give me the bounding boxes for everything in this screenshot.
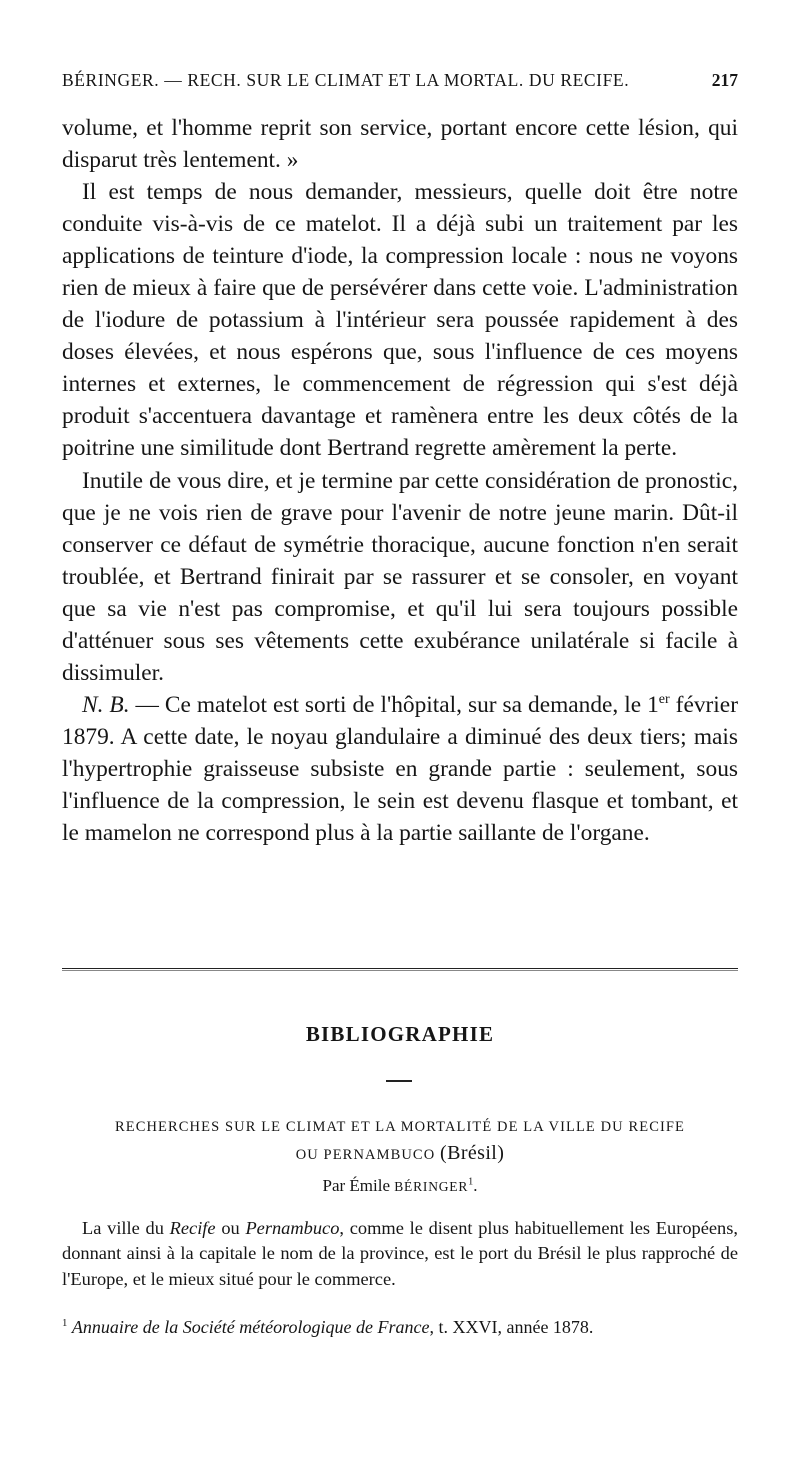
- title-dash: [386, 1080, 412, 1082]
- abstract-italic-pernambuco: Pernambuco: [245, 1218, 340, 1238]
- abstract-italic-recife: Recife: [169, 1218, 216, 1238]
- body-paragraph: volume, et l'homme reprit son service, portant encore cette lésion, qui disparut très lentement. »: [62, 115, 738, 174]
- article-title-city: OU PERNAMBUCO: [295, 1147, 436, 1163]
- author-name: BÉRINGER: [394, 1179, 469, 1194]
- abstract-text: , comme le disent plus habituellement les Européens, donnant ainsi à la capitale le nom de la province, est le port du Brésil le plus rapproché de l'Europe, et le mieux situé pour le commerce.: [62, 1218, 738, 1289]
- running-title: BÉRINGER. — RECH. SUR LE CLIMAT ET LA MORTAL. DU RECIFE.: [62, 70, 630, 90]
- body-paragraph: Inutile de vous dire, et je termine par cette considération de pronostic, que je ne vois rien de grave pour l'avenir de notre jeune marin. Dût-il conserver ce défaut de symétrie thoracique, aucune fonction n'en serait troublée, et Bertrand finirait par se rassurer et se consoler, en voyant que sa vie n'est pas compromise, et qu'il lui sera toujours possible d'atténuer sous ses vêtements cette exubérance unilatérale si facile à dissimuler.: [62, 467, 738, 686]
- running-head: [62, 70, 738, 91]
- abstract-text: La ville du: [82, 1218, 170, 1238]
- section-divider: [62, 968, 738, 971]
- section-title: BIBLIOGRAPHIE: [305, 1022, 495, 1046]
- abstract-text: ou: [215, 1218, 246, 1238]
- nota-bene-paragraph: [62, 689, 738, 849]
- article-title-line1: RECHERCHES SUR LE CLIMAT ET LA MORTALITÉ DE LA VILLE DU RECIFE: [114, 1119, 686, 1135]
- nota-bene-text: février 1879. A cette date, le noyau glandulaire a diminué des deux tiers; mais l'hypertrophie graisseuse subsiste en grande partie : seulement, sous l'influence de la compression, le sein est devenu flasque et tombant, et le mamelon ne correspond plus à la partie saillante de l'organe.: [62, 691, 738, 847]
- article-title-country: (Brésil): [440, 1142, 505, 1164]
- article-title-line2: [62, 1140, 738, 1168]
- nota-bene-text: — Ce matelot est sorti de l'hôpital, sur sa demande, le 1: [129, 691, 659, 718]
- body-paragraph: Il est temps de nous demander, messieurs, quelle doit être notre conduite vis-à-vis de ce matelot. Il a déjà subi un traitement par les applications de teinture d'iode, la compression locale : nous ne voyons rien de mieux à faire que de persévérer dans cette voie. L'administration de l'iodure de potassium à l'intérieur sera poussée rapidement à des doses élevées, et nous espérons que, sous l'influence de ces moyens internes et externes, le commencement de régression qui s'est déjà produit s'accentuera davantage et ramènera entre les deux côtés de la poitrine une similitude dont Bertrand regrette amèrement la perte.: [62, 179, 738, 462]
- article-title: [62, 1114, 738, 1168]
- author-prefix: Par Émile: [322, 1176, 395, 1195]
- footnote-marker: 1: [62, 1317, 68, 1329]
- body-text: [62, 112, 738, 849]
- article-author: [0, 1176, 800, 1196]
- abstract-paragraph: [62, 1216, 738, 1292]
- ordinal-superscript: er: [658, 691, 670, 708]
- page-number: 217: [711, 70, 738, 90]
- footnote-details: , t. XXVI, année 1878.: [429, 1317, 594, 1337]
- author-end: .: [473, 1176, 478, 1195]
- article-abstract: [62, 1216, 738, 1292]
- nota-bene-label: N. B.: [82, 691, 130, 718]
- footnote-reference: 1: [468, 1176, 474, 1188]
- footnote: [62, 1315, 738, 1340]
- footnote-source: Annuaire de la Société météorologique de France: [71, 1317, 430, 1337]
